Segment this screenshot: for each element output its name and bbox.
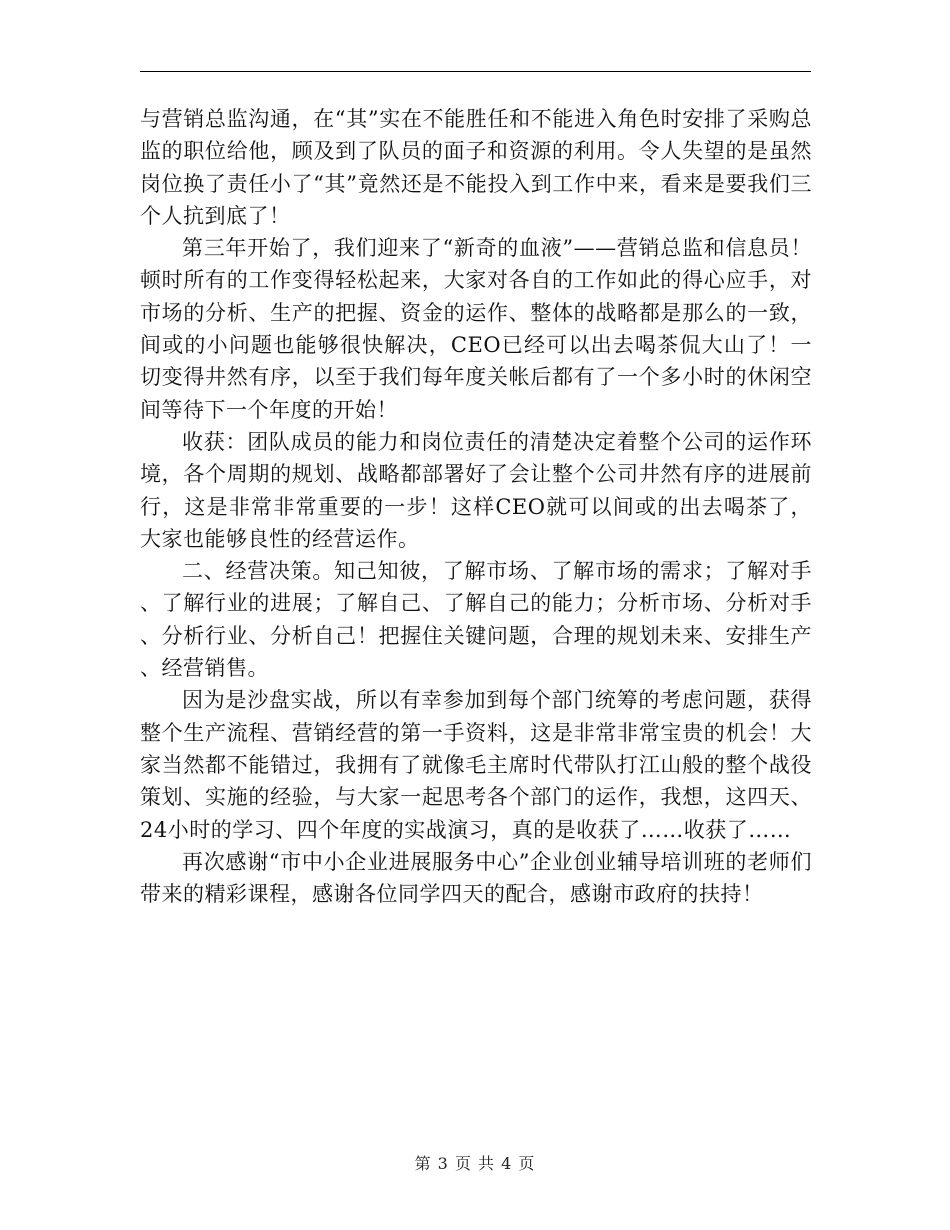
paragraph-continuation: 与营销总监沟通，在“其”实在不能胜任和不能进入角色时安排了采购总监的职位给他，顾及到了队员的面子和资源的利用。令人失望的是虽然岗位换了责任小了“其”竟然还是不能投入到工作中来，看来是要我们三个人抗到底了！ [140, 107, 812, 228]
document-body [140, 103, 812, 910]
paragraph-business-decisions: 二、经营决策。知己知彼，了解市场、了解市场的需求；了解对手、了解行业的进展；了解自己、了解自己的能力；分析市场、分析对手、分析行业、分析自己！把握住关键问题，合理的规划未来、安排生产、经营销售。 [140, 559, 812, 681]
paragraph-sandbox-practice: 因为是沙盘实战，所以有幸参加到每个部门统筹的考虑问题，获得整个生产流程、营销经营的第一手资料，这是非常非常宝贵的机会！大家当然都不能错过，我拥有了就像毛主席时代带队打江山般的整个战役策划、实施的经验，与大家一起思考各个部门的运作，我想，这四天、24小时的学习、四个年度的实战演习，真的是收获了……收获了…… [140, 688, 812, 842]
paragraph-harvest: 收获：团队成员的能力和岗位责任的清楚决定着整个公司的运作环境，各个周期的规划、战略都部署好了会让整个公司井然有序的进展前行，这是非常非常重要的一步！这样CEO就可以间或的出去喝茶了，大家也能够良性的经营运作。 [140, 429, 812, 551]
paragraph-thanks: 再次感谢“市中小企业进展服务中心”企业创业辅导培训班的老师们带来的精彩课程，感谢各位同学四天的配合，感谢市政府的扶持！ [140, 849, 812, 907]
page-number-footer: 第 3 页 共 4 页 [414, 1154, 536, 1173]
header-rule [140, 71, 811, 72]
paragraph-third-year: 第三年开始了，我们迎来了“新奇的血液”——营销总监和信息员！顿时所有的工作变得轻松起来，大家对各自的工作如此的得心应手，对市场的分析、生产的把握、资金的运作、整体的战略都是那么的一致，间或的小问题也能够很快解决，CEO已经可以出去喝茶侃大山了！一切变得井然有序，以至于我们每年度关帐后都有了一个多小时的休闲空间等待下一个年度的开始！ [140, 236, 812, 422]
